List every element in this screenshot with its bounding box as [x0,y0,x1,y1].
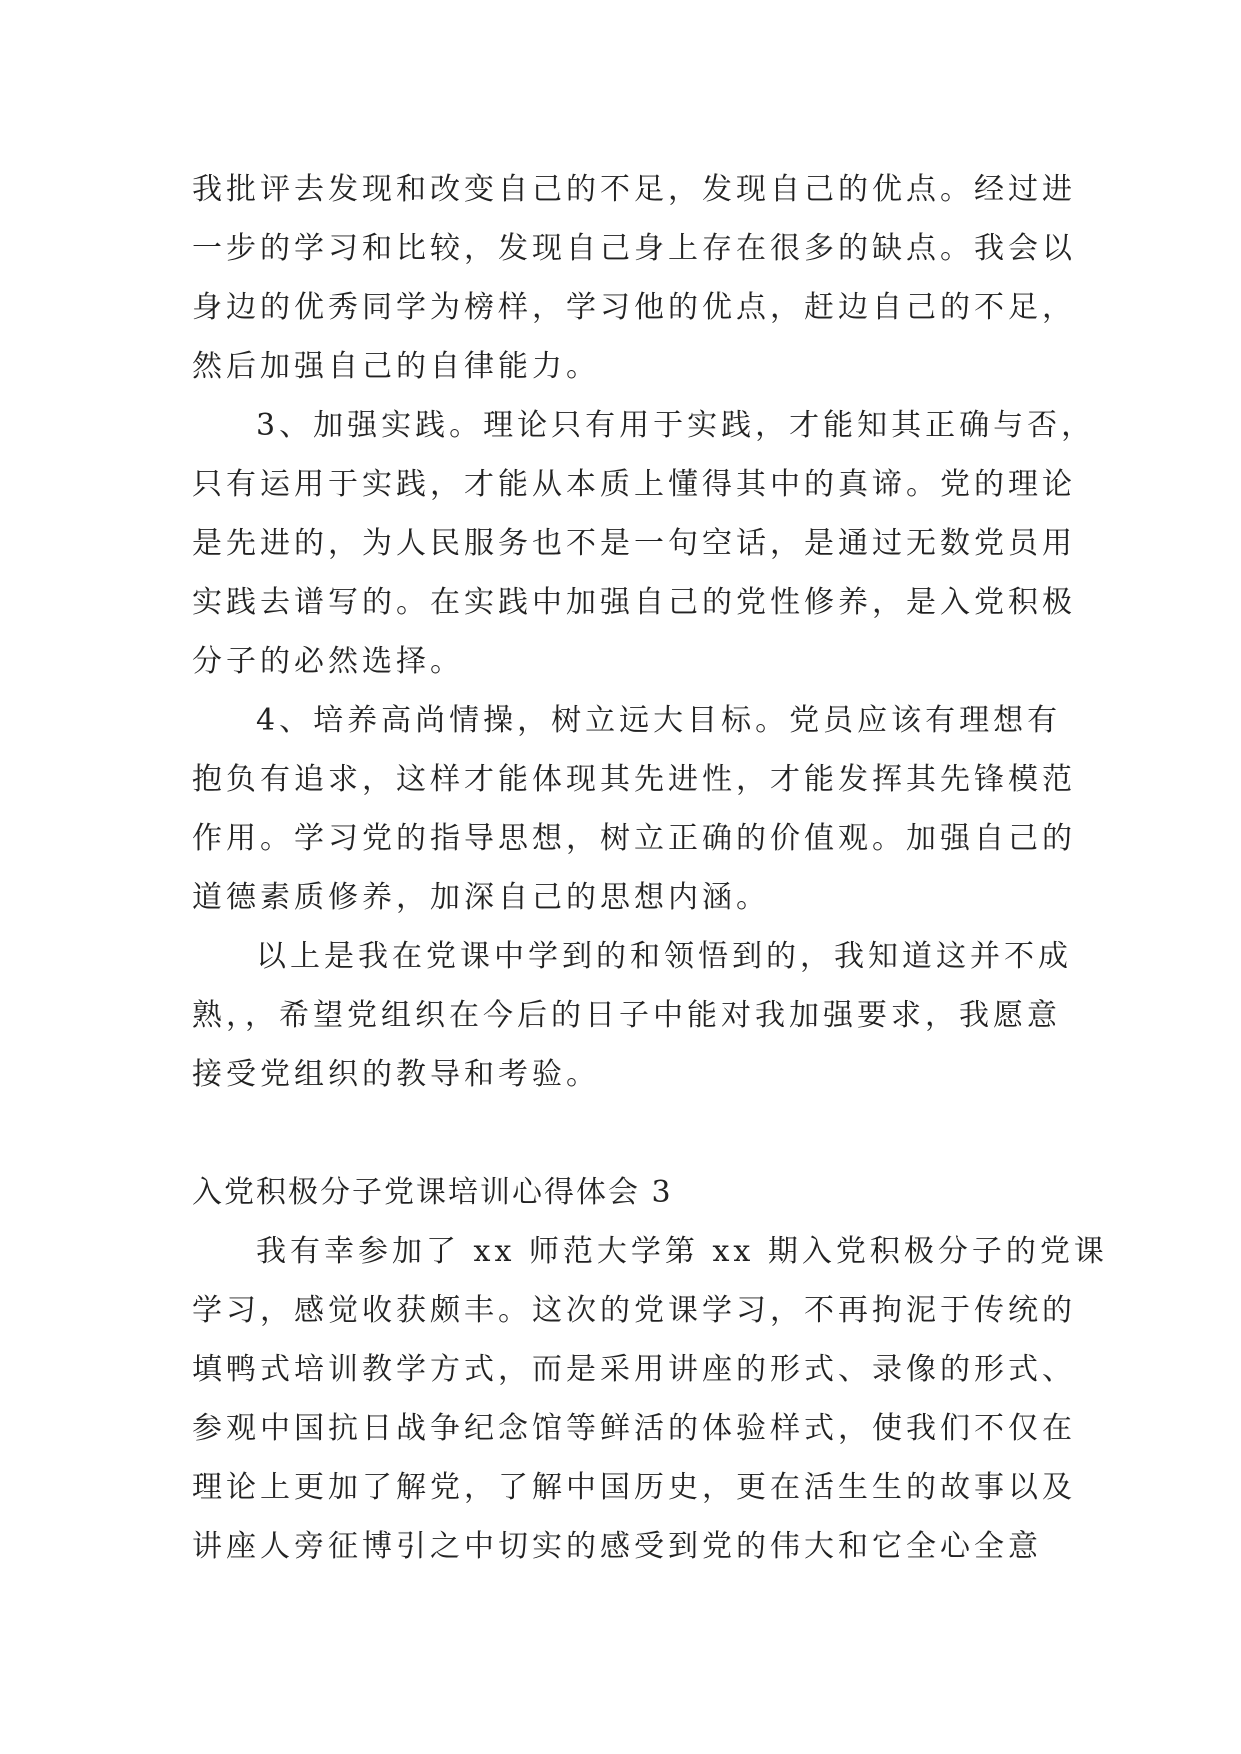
paragraph-conclusion [192,927,1072,1104]
paragraph-sentiment [192,691,1076,927]
text-line: 作用。学习党的指导思想，树立正确的价值观。加强自己的 [192,821,1076,856]
text-line: 然后加强自己的自律能力。 [192,349,600,384]
document-body [192,160,1108,1576]
text-line: 学习，感觉收获颇丰。这次的党课学习，不再拘泥于传统的 [192,1293,1076,1328]
text-line: 接受党组织的教导和考验。 [192,1057,600,1092]
text-line: 身边的优秀同学为榜样，学习他的优点，赶边自己的不足， [192,290,1076,325]
section-heading: 入党积极分子党课培训心得体会 3 [192,1175,673,1210]
text-line: 3、加强实践。理论只有用于实践，才能知其正确与否， [256,408,1096,443]
paragraph-practice [192,396,1096,691]
text-line: 填鸭式培训教学方式，而是采用讲座的形式、录像的形式、 [192,1352,1076,1387]
text-line: 一步的学习和比较，发现自己身上存在很多的缺点。我会以 [192,231,1076,266]
text-line: 分子的必然选择。 [192,644,464,679]
text-line: 实践去谱写的。在实践中加强自己的党性修养，是入党积极 [192,585,1076,620]
text-line: 抱负有追求，这样才能体现其先进性，才能发挥其先锋模范 [192,762,1076,797]
text-line: 以上是我在党课中学到的和领悟到的，我知道这并不成 [256,939,1072,974]
text-line: 4、培养高尚情操，树立远大目标。党员应该有理想有 [256,703,1062,738]
text-line: 讲座人旁征博引之中切实的感受到党的伟大和它全心全意 [192,1529,1042,1564]
text-line: 我批评去发现和改变自己的不足，发现自己的优点。经过进 [192,172,1076,207]
text-line: 我有幸参加了 xx 师范大学第 xx 期入党积极分子的党课 [256,1234,1108,1269]
text-line: 道德素质修养，加深自己的思想内涵。 [192,880,770,915]
paragraph-self-criticism [192,160,1076,396]
text-line: 是先进的，为人民服务也不是一句空话，是通过无数党员用 [192,526,1076,561]
text-line: 参观中国抗日战争纪念馆等鲜活的体验样式，使我们不仅在 [192,1411,1076,1446]
text-line: 只有运用于实践，才能从本质上懂得其中的真谛。党的理论 [192,467,1076,502]
text-line: 熟，，希望党组织在今后的日子中能对我加强要求，我愿意 [192,998,1061,1033]
text-line: 理论上更加了解党，了解中国历史，更在活生生的故事以及 [192,1470,1076,1505]
section-gap [192,1104,1052,1163]
paragraph-experience [192,1222,1108,1576]
